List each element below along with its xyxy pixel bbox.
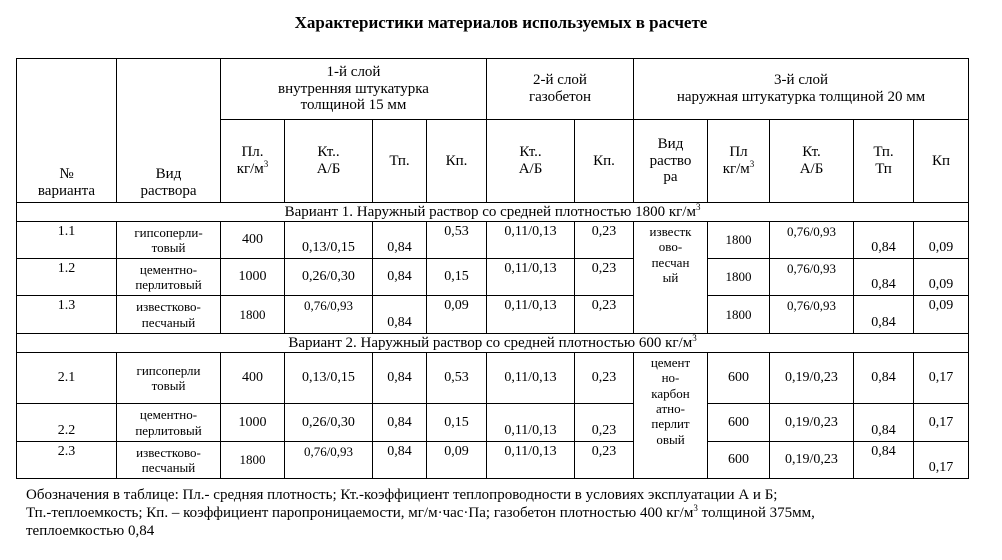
cell-no: 2.1 (17, 353, 117, 404)
cell-kp3: 0,09 (914, 296, 969, 334)
cell-vid: гипсоперли товый (117, 353, 221, 404)
header-l3-heat-capacity: Тп. Тп (854, 120, 914, 203)
cell-tp3: 0,84 (854, 296, 914, 334)
header-l1-conductivity: Кт.. А/Б (285, 120, 373, 203)
cell-kt: 0,26/0,30 (285, 259, 373, 296)
cell-kp: 0,53 (427, 222, 487, 259)
cell-no: 2.3 (17, 442, 117, 479)
cell-kt3: 0,76/0,93 (770, 296, 854, 334)
cell-kp3: 0,17 (914, 353, 969, 404)
table-row (17, 404, 969, 442)
cell-vid: известково- песчаный (117, 296, 221, 334)
cell-kp2: 0,23 (575, 296, 634, 334)
cell-pl3: 1800 (708, 259, 770, 296)
cell-tp3: 0,84 (854, 353, 914, 404)
cell-vid: известково- песчаный (117, 442, 221, 479)
header-l3-type: Вид раство ра (634, 120, 708, 203)
cell-pl3: 1800 (708, 222, 770, 259)
cell-tp: 0,84 (373, 404, 427, 442)
cell-kt2: 0,11/0,13 (487, 296, 575, 334)
notes-line-2: Тп.-теплоемкость; Кп. – коэффициент паропроницаемости, мг/м·час·Па; газобетон плотностью 400 $кг/м^3$ толщиной 375мм, (26, 503, 815, 521)
notes-line-3: теплоемкостью 0,84 (26, 523, 155, 539)
group1-label: Вариант 1. Наружный раствор со средней плотностью 1800 $кг/м^3$ (17, 203, 969, 222)
cell-no: 1.3 (17, 296, 117, 334)
header-layer3: 3-й слой наружная штукатурка толщиной 20 мм (634, 59, 969, 120)
table-row (17, 353, 969, 404)
cell-tp: 0,84 (373, 353, 427, 404)
cell-pl3: 1800 (708, 296, 770, 334)
cell-kt: 0,13/0,15 (285, 222, 373, 259)
header-layer2: 2-й слой газобетон (487, 59, 634, 120)
table-row (17, 259, 969, 296)
cell-l3-type: известк ово- песчан ый (634, 222, 708, 334)
header-l3-density: Пл $кг/м^3$ (708, 120, 770, 203)
cell-kp: 0,09 (427, 296, 487, 334)
cell-kp2: 0,23 (575, 353, 634, 404)
cell-tp3: 0,84 (854, 222, 914, 259)
cell-pl: 1800 (221, 296, 285, 334)
cell-pl: 1000 (221, 404, 285, 442)
materials-table (16, 58, 969, 479)
cell-kt: 0,13/0,15 (285, 353, 373, 404)
cell-kt: 0,26/0,30 (285, 404, 373, 442)
table-row (17, 442, 969, 479)
header-l2-permeability: Кп. (575, 120, 634, 203)
cell-pl: 1000 (221, 259, 285, 296)
header-l1-density: Пл. $кг/м^3$ (221, 120, 285, 203)
cell-kt2: 0,11/0,13 (487, 259, 575, 296)
header-l3-permeability: Кп (914, 120, 969, 203)
cell-pl3: 600 (708, 404, 770, 442)
cell-l3-type: цемент но- карбон атно- перлит овый (634, 353, 708, 479)
cell-kp: 0,15 (427, 259, 487, 296)
header-l3-conductivity: Кт. А/Б (770, 120, 854, 203)
cell-no: 1.2 (17, 259, 117, 296)
cell-pl: 1800 (221, 442, 285, 479)
cell-pl3: 600 (708, 442, 770, 479)
cell-pl: 400 (221, 353, 285, 404)
table-row (17, 222, 969, 259)
cell-kt3: 0,76/0,93 (770, 259, 854, 296)
cell-kp2: 0,23 (575, 442, 634, 479)
cell-pl: 400 (221, 222, 285, 259)
notes-line-1: Обозначения в таблице: Пл.- средняя плотность; Кт.-коэффициент теплопроводности в условиях эксплуатации А и Б; (26, 487, 778, 503)
cell-kt2: 0,11/0,13 (487, 404, 575, 442)
header-l1-permeability: Кп. (427, 120, 487, 203)
cell-tp: 0,84 (373, 442, 427, 479)
header-mortar-type: Вид раствора (117, 59, 221, 203)
cell-vid: гипсоперли- товый (117, 222, 221, 259)
cell-kt3: 0,19/0,23 (770, 353, 854, 404)
cell-tp: 0,84 (373, 259, 427, 296)
header-variant-no: № варианта (17, 59, 117, 203)
header-layer1: 1-й слой внутренняя штукатурка толщиной 15 мм (221, 59, 487, 120)
cell-kt3: 0,76/0,93 (770, 222, 854, 259)
cell-kt2: 0,11/0,13 (487, 222, 575, 259)
cell-tp: 0,84 (373, 222, 427, 259)
cell-pl3: 600 (708, 353, 770, 404)
cell-kp3: 0,09 (914, 259, 969, 296)
cell-kt2: 0,11/0,13 (487, 442, 575, 479)
cell-no: 1.1 (17, 222, 117, 259)
cell-kp: 0,53 (427, 353, 487, 404)
cell-vid: цементно- перлитовый (117, 404, 221, 442)
cell-tp3: 0,84 (854, 259, 914, 296)
legend-notes (26, 486, 986, 540)
cell-kp3: 0,09 (914, 222, 969, 259)
cell-vid: цементно- перлитовый (117, 259, 221, 296)
header-l1-heat-capacity: Тп. (373, 120, 427, 203)
cell-tp3: 0,84 (854, 404, 914, 442)
cell-kp3: 0,17 (914, 404, 969, 442)
table-row (17, 296, 969, 334)
cell-tp3: 0,84 (854, 442, 914, 479)
cell-kt: 0,76/0,93 (285, 296, 373, 334)
cell-no: 2.2 (17, 404, 117, 442)
cell-tp: 0,84 (373, 296, 427, 334)
cell-kt: 0,76/0,93 (285, 442, 373, 479)
cell-kp2: 0,23 (575, 404, 634, 442)
cell-kp2: 0,23 (575, 222, 634, 259)
cell-kp3: 0,17 (914, 442, 969, 479)
group2-label: Вариант 2. Наружный раствор со средней плотностью 600 $кг/м^3$ (17, 334, 969, 353)
cell-kt2: 0,11/0,13 (487, 353, 575, 404)
cell-kt3: 0,19/0,23 (770, 404, 854, 442)
cell-kp: 0,15 (427, 404, 487, 442)
cell-kt3: 0,19/0,23 (770, 442, 854, 479)
header-l2-conductivity: Кт.. А/Б (487, 120, 575, 203)
page-title: Характеристики материалов используемых в расчете (294, 13, 708, 32)
cell-kp: 0,09 (427, 442, 487, 479)
cell-kp2: 0,23 (575, 259, 634, 296)
